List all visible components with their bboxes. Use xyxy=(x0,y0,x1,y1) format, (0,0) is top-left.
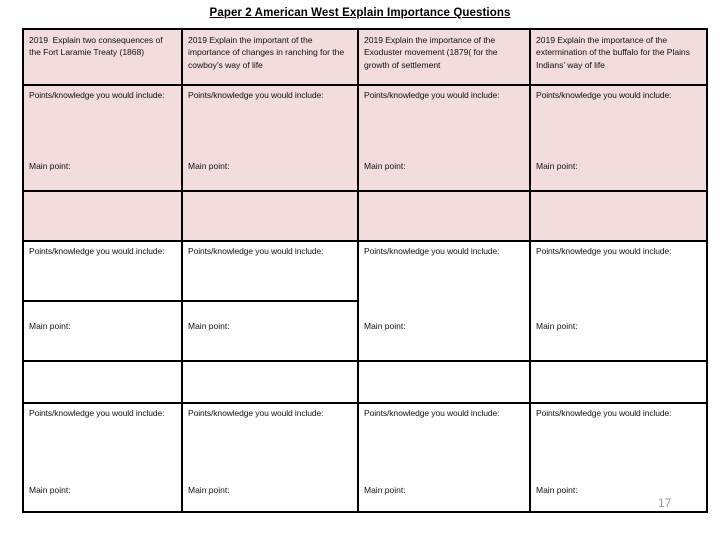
empty-cell xyxy=(359,192,529,240)
answer-cell xyxy=(531,86,706,190)
points-label: Points/knowledge you would include: xyxy=(29,246,165,256)
main-point-label: Main point: xyxy=(29,321,71,331)
answer-cell xyxy=(359,242,529,360)
main-point-cell xyxy=(24,302,181,360)
questions-table xyxy=(22,28,708,513)
points-label: Points/knowledge you would include: xyxy=(536,246,672,256)
empty-cell xyxy=(183,362,357,402)
answer-cell xyxy=(531,404,706,511)
answer-cell xyxy=(24,86,181,190)
main-point-label: Main point: xyxy=(364,485,406,495)
empty-cell xyxy=(183,192,357,240)
points-label: Points/knowledge you would include: xyxy=(364,408,500,418)
main-point-label: Main point: xyxy=(536,161,578,171)
empty-cell xyxy=(359,362,529,402)
empty-cell xyxy=(24,362,181,402)
points-label: Points/knowledge you would include: xyxy=(188,408,324,418)
questions-table-grid xyxy=(24,30,706,511)
points-label: Points/knowledge you would include: xyxy=(536,90,672,100)
question-cell-3: 2019 Explain the importance of the Exoduster movement (1879( for the growth of settlement xyxy=(359,30,529,84)
main-point-label: Main point: xyxy=(29,161,71,171)
main-point-label: Main point: xyxy=(364,321,406,331)
page-number: 17 xyxy=(658,496,672,510)
points-label: Points/knowledge you would include: xyxy=(536,408,672,418)
points-label: Points/knowledge you would include: xyxy=(29,408,165,418)
empty-cell xyxy=(531,362,706,402)
main-point-label: Main point: xyxy=(188,161,230,171)
points-cell xyxy=(183,242,357,300)
question-cell-2: 2019 Explain the important of the importance of changes in ranching for the cowboy’s way of life xyxy=(183,30,357,84)
main-point-label: Main point: xyxy=(536,321,578,331)
question-cell-4: 2019 Explain the importance of the extermination of the buffalo for the Plains Indians’ way of life xyxy=(531,30,706,84)
empty-cell xyxy=(24,192,181,240)
points-label: Points/knowledge you would include: xyxy=(364,246,500,256)
points-cell xyxy=(24,242,181,300)
answer-cell xyxy=(531,242,706,360)
page-title: Paper 2 American West Explain Importance Questions xyxy=(209,7,511,19)
points-label: Points/knowledge you would include: xyxy=(29,90,165,100)
main-point-label: Main point: xyxy=(364,161,406,171)
main-point-label: Main point: xyxy=(188,485,230,495)
answer-cell xyxy=(183,86,357,190)
main-point-cell xyxy=(183,302,357,360)
main-point-label: Main point: xyxy=(536,485,578,495)
points-label: Points/knowledge you would include: xyxy=(188,246,324,256)
answer-cell xyxy=(359,404,529,511)
points-label: Points/knowledge you would include: xyxy=(188,90,324,100)
points-label: Points/knowledge you would include: xyxy=(364,90,500,100)
empty-cell xyxy=(531,192,706,240)
answer-cell xyxy=(24,404,181,511)
main-point-label: Main point: xyxy=(29,485,71,495)
question-cell-1: 2019 Explain two consequences of the Fort Laramie Treaty (1868) xyxy=(24,30,181,84)
main-point-label: Main point: xyxy=(188,321,230,331)
answer-cell xyxy=(359,86,529,190)
answer-cell xyxy=(183,404,357,511)
